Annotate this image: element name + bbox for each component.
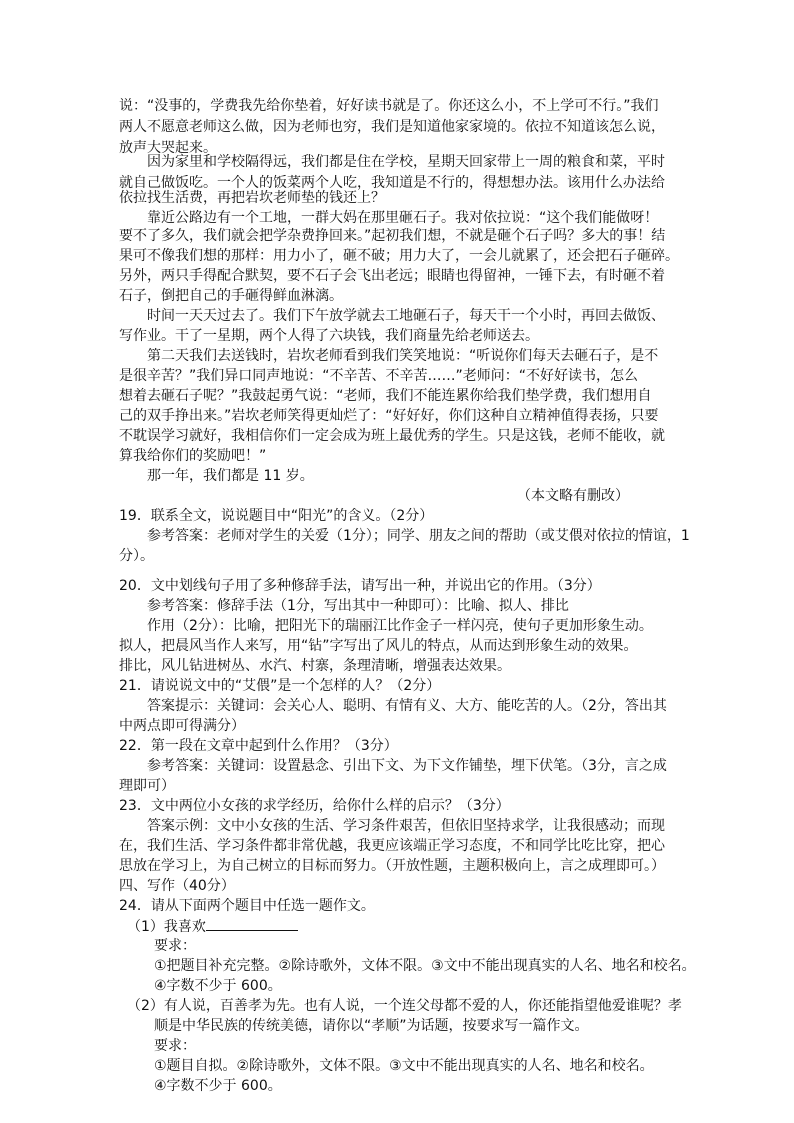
prompt-1-label: （1）我喜欢	[127, 919, 206, 935]
text-line: 另外，两只手得配合默契，要不石子会飞出老远；眼睛也得留神，一锤下去，有时砸不着	[119, 268, 665, 284]
answer-line: 拟人，把晨风当作人来写，用“钻”字写出了风儿的特点，从而达到形象生动的效果。	[119, 638, 638, 654]
text-line: 第二天我们去送钱时，岩坎老师看到我们笑笑地说：“听说你们每天去砸石子，是不	[147, 348, 659, 364]
answer-line: 参考答案：关键词：设置悬念、引出下文、为下文作铺垫，埋下伏笔。（3分，言之成	[147, 758, 667, 774]
text-line: 写作业。干了一星期，两个人得了六块钱，我们商量先给老师送去。	[119, 328, 539, 344]
answer-line: 在，我们生活、学习条件都非常优越，我更应该端正学习态度，不和同学比吃比穿，把心	[119, 838, 665, 854]
requirements-label: 要求：	[154, 1038, 196, 1054]
answer-line: 排比，风儿钻进树丛、水汽、村寨，条理清晰，增强表达效果。	[119, 658, 511, 674]
text-line: 那一年，我们都是 11 岁。	[147, 468, 314, 484]
text-line: 是很辛苦？”我们异口同声地说：“不辛苦、不辛苦……”老师问：“不好好读书，怎么	[119, 368, 639, 384]
requirements-label: 要求：	[154, 938, 196, 954]
text-line: 己的双手挣出来。”岩坎老师笑得更灿烂了：“好好好，你们这种自立精神值得表扬，只要	[119, 408, 659, 424]
answer-line: 答案提示：关键词：会关心人、聪明、有情有义、大方、能吃苦的人。（2分，答出其	[147, 698, 667, 714]
question-22: 22．第一段在文章中起到什么作用？（3分）	[119, 738, 398, 754]
text-line: 两人不愿意老师这么做，因为老师也穷，我们是知道他家家境的。依拉不知道该怎么说，	[119, 119, 665, 135]
requirement-line: ①把题目补充完整。②除诗歌外，文体不限。③文中不能出现真实的人名、地名和校名。	[154, 958, 696, 974]
text-line: 靠近公路边有一个工地，一群大妈在那里砸石子。我对依拉说：“这个我们能做呀！	[147, 210, 659, 226]
prompt-1	[127, 916, 298, 938]
text-line: 算我给你们的奖励吧！”	[119, 448, 267, 464]
text-line: 依拉找生活费，再把岩坎老师垫的钱还上？	[119, 190, 385, 206]
requirement-line: ④字数不少于 600。	[154, 978, 282, 994]
answer-line: 分）。	[119, 548, 154, 564]
text-line: 因为家里和学校隔得远，我们都是住在学校，星期天回家带上一周的粮食和菜，平时	[147, 154, 665, 170]
question-24: 24．请从下面两个题目中任选一题作文。	[119, 898, 375, 914]
answer-line: 思放在学习上，为自己树立的目标而努力。（开放性题，主题积极向上，言之成理即可。）	[119, 858, 665, 874]
requirement-line: ④字数不少于 600。	[154, 1078, 282, 1094]
answer-line: 参考答案：老师对学生的关爱（1分）；同学、朋友之间的帮助（或艾偎对依拉的情谊，1	[147, 528, 690, 544]
requirement-line: ①题目自拟。②除诗歌外，文体不限。③文中不能出现真实的人名、地名和校名。	[154, 1058, 654, 1074]
text-line: 要不了多久，我们就会把学杂费挣回来。”起初我们想，不就是砸个石子吗？多大的事！结	[119, 228, 666, 244]
question-19: 19．联系全文，说说题目中“阳光”的含义。（2分）	[119, 508, 434, 524]
prompt-2-line: 顺是中华民族的传统美德，请你以“孝顺”为话题，按要求写一篇作文。	[154, 1018, 589, 1034]
text-line: （本文略有删改）	[517, 488, 629, 504]
answer-line: 理即可）	[119, 778, 175, 794]
prompt-2: （2）有人说，百善孝为先。也有人说，一个连父母都不爱的人，你还能指望他爱谁呢？孝	[127, 998, 682, 1014]
answer-line: 参考答案：修辞手法（1分，写出其中一种即可）：比喻、拟人、排比	[147, 598, 569, 614]
question-21: 21．请说说文中的“艾偎”是一个怎样的人？（2分）	[119, 678, 441, 694]
section-heading: 四、写作（40分）	[119, 878, 235, 894]
question-20: 20．文中划线句子用了多种修辞手法，请写出一种，并说出它的作用。（3分）	[119, 578, 601, 594]
text-line: 放声大哭起来。	[119, 140, 217, 156]
answer-line: 中两点即可得满分）	[119, 718, 245, 734]
text-line: 果可不像我们想的那样：用力小了，砸不破；用力大了，一会儿就累了，还会把石子砸碎。	[119, 248, 679, 264]
question-23: 23．文中两位小女孩的求学经历，给你什么样的启示？（3分）	[119, 798, 510, 814]
text-line: 说：“没事的，学费我先给你垫着，好好读书就是了。你还这么小，不上学可不行。”我们	[119, 98, 659, 114]
answer-line: 作用（2分）：比喻，把阳光下的瑞丽江比作金子一样闪亮，使句子更加形象生动。	[147, 618, 653, 634]
text-line: 时间一天天过去了。我们下午放学就去工地砸石子，每天干一个小时，再回去做饭、	[147, 308, 665, 324]
text-line: 就自己做饭吃。一个人的饭菜两个人吃，我知道是不行的，得想想办法。该用什么办法给	[119, 175, 665, 191]
text-line: 石子，倒把自己的手砸得鲜血淋漓。	[119, 288, 343, 304]
fill-in-blank	[206, 916, 298, 931]
text-line: 想着去砸石子呢？”我鼓起勇气说：“老师，我们不能连累你给我们垫学费，我们想用自	[119, 388, 652, 404]
text-line: 不耽误学习就好，我相信你们一定会成为班上最优秀的学生。只是这钱，老师不能收，就	[119, 428, 665, 444]
answer-line: 答案示例：文中小女孩的生活、学习条件艰苦，但依旧坚持求学，让我很感动；而现	[147, 818, 665, 834]
